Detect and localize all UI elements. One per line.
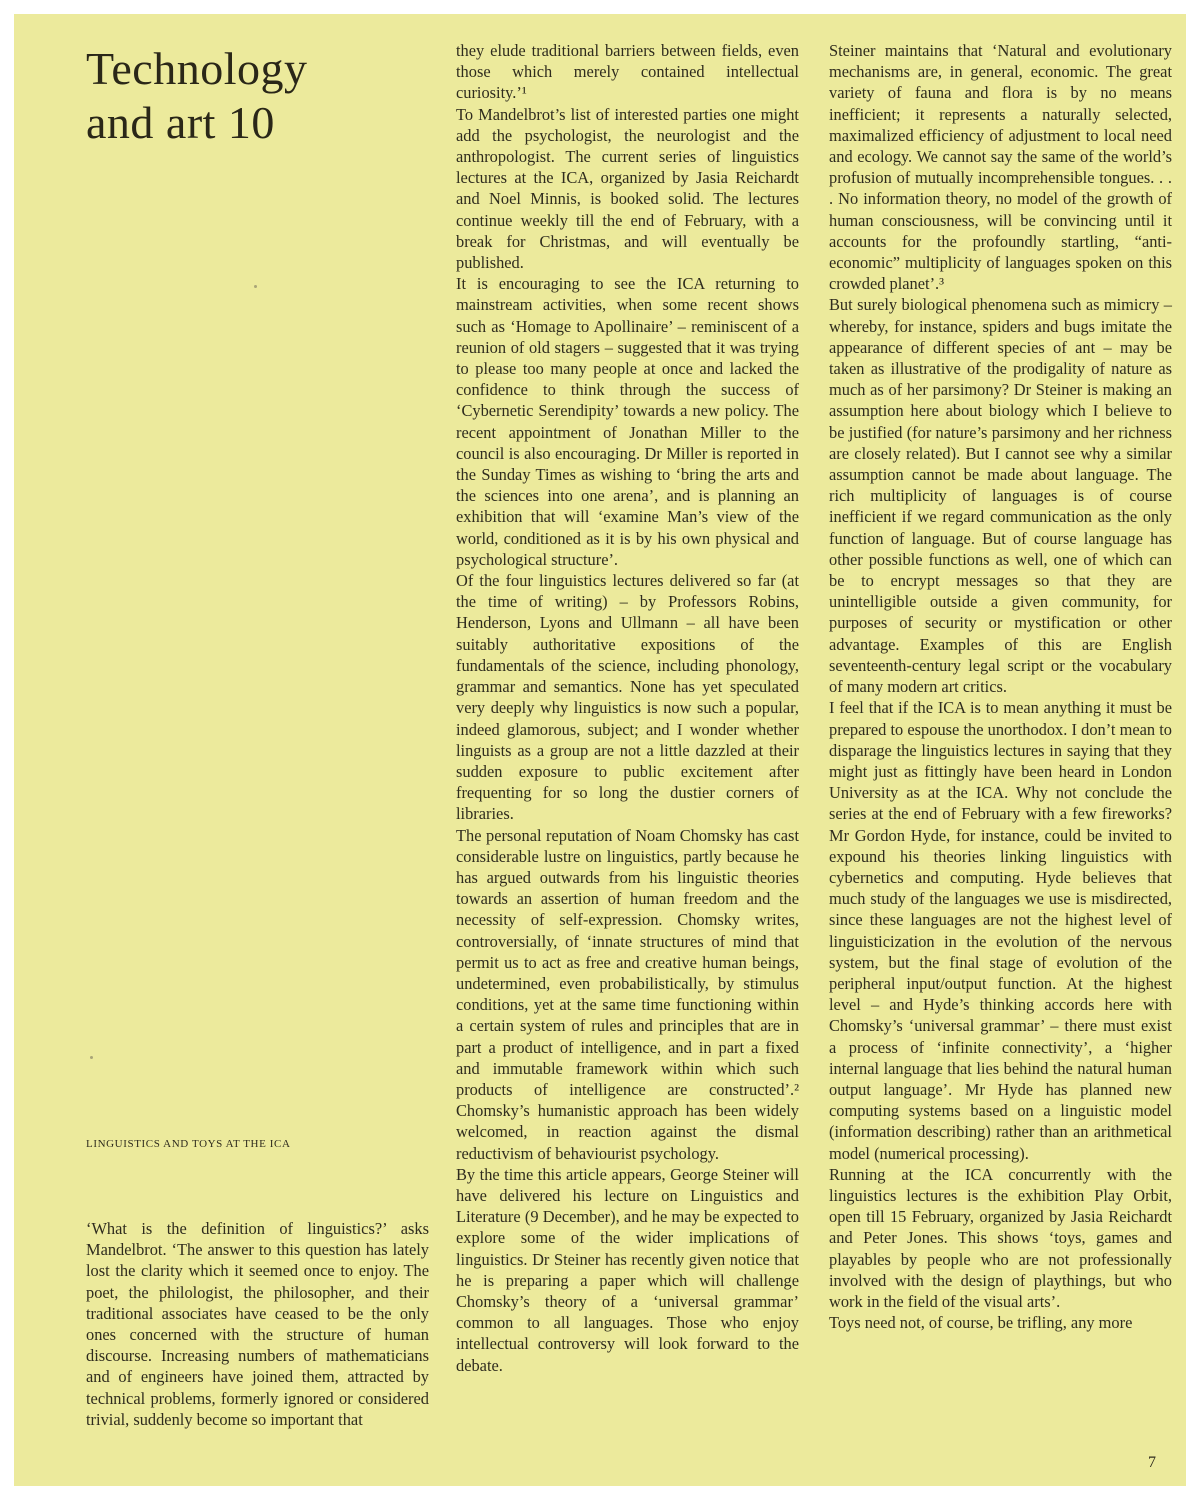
paragraph: Running at the ICA concurrently with the linguistics lectures is the exhibition Play Orbit, open till 15 February, organized by Jasia Reichardt and Peter Jones. This shows ‘toys, games and playables by people who are not professionally involved with the design of playthings, but who work in the field of the visual arts’.	[829, 1164, 1172, 1311]
page-number: 7	[1148, 1454, 1156, 1471]
paragraph: To Mandelbrot’s list of interested parties one might add the psychologist, the neurologist and the anthropologist. The current series of linguistics lectures at the ICA, organized by Jasia Reichardt and Noel Minnis, is booked solid. The lectures continue weekly till the end of February, with a break for Christmas, and will eventually be published.	[456, 104, 799, 273]
column-1	[86, 1218, 429, 1430]
section-label: LINGUISTICS AND TOYS AT THE ICA	[86, 1138, 291, 1150]
paragraph: The personal reputation of Noam Chomsky has cast considerable lustre on linguistics, partly because he has argued outwards from his linguistic theories towards an assertion of human freedom and the necessity of self-expression. Chomsky writes, controversially, of ‘innate structures of mind that permit us to act as free and creative human beings, undetermined, even probabilistically, by stimulus conditions, yet at the same time functioning within a certain system of rules and principles that are in part a product of intelligence, and in part a fixed and immutable framework within which such products of intelligence are constructed’.² Chomsky’s humanistic approach has been widely welcomed, in reaction against the dismal reductivism of behaviourist psychology.	[456, 825, 799, 1163]
paper-speck	[90, 1056, 93, 1059]
title-line-1: Technology	[86, 43, 308, 94]
article-title	[86, 42, 386, 150]
title-line-2: and art 10	[86, 97, 275, 148]
paragraph: I feel that if the ICA is to mean anything it must be prepared to espouse the unorthodox. I don’t mean to disparage the linguistics lectures in saying that they might just as fittingly have been heard in London University as at the ICA. Why not conclude the series at the end of February with a few fireworks? Mr Gordon Hyde, for instance, could be invited to expound his theories linking linguistics with cybernetics and computing. Hyde believes that much study of the languages we use is misdirected, since these languages are not the highest level of linguisticization in the evolution of the nervous system, but the final stage of evolution of the peripheral input/output function. At the highest level – and Hyde’s thinking accords here with Chomsky’s ‘universal grammar’ – there must exist a process of ‘infinite connectivity’, a ‘higher internal language that lies behind the natural human output language’. Mr Hyde has planned new computing systems based on a linguistic model (information describing) rather than an arithmetical model (numerical processing).	[829, 698, 1172, 1163]
paragraph: Toys need not, of course, be trifling, any more	[829, 1313, 1133, 1333]
paragraph: Of the four linguistics lectures delivered so far (at the time of writing) – by Professors Robins, Henderson, Lyons and Ullmann – all have been suitably authoritative expositions of the fundamentals of the science, including phonology, grammar and semantics. None has yet speculated very deeply why linguistics is now such a popular, indeed glamorous, subject; and I wonder whether linguists as a group are not a little dazzled at their sudden exposure to public excitement after frequenting for so long the dustier corners of libraries.	[456, 571, 799, 824]
column-3	[829, 40, 1172, 1333]
column-2	[456, 40, 799, 1376]
paragraph: they elude traditional barriers between fields, even those which merely contained intellectual curiosity.’¹	[456, 41, 799, 103]
paragraph: ‘What is the definition of linguistics?’ asks Mandelbrot. ‘The answer to this question has lately lost the clarity which it seemed once to enjoy. The poet, the philologist, the philosopher, and their traditional associates have ceased to be the only ones concerned with the structure of human discourse. Increasing numbers of mathematicians and of engineers have joined them, attracted by technical problems, formerly ignored or considered trivial, suddenly become so important that	[86, 1219, 429, 1429]
paper-speck	[254, 285, 257, 288]
paragraph: Steiner maintains that ‘Natural and evolutionary mechanisms are, in general, economic. The great variety of fauna and flora is by no means inefficient; it represents a naturally selected, maximalized efficiency of adjustment to local need and ecology. We cannot say the same of the world’s profusion of mutually incomprehensible tongues. . . . No information theory, no model of the growth of human consciousness, will be convincing until it accounts for the profoundly startling, “anti-economic” multiplicity of languages spoken on this crowded planet’.³	[829, 41, 1172, 294]
paragraph: It is encouraging to see the ICA returning to mainstream activities, when some recent shows such as ‘Homage to Apollinaire’ – reminiscent of a reunion of old stagers – suggested that it was trying to please too many people at once and lacked the confidence to think through the success of ‘Cybernetic Serendipity’ towards a new policy. The recent appointment of Jonathan Miller to the council is also encouraging. Dr Miller is reported in the Sunday Times as wishing to ‘bring the arts and the sciences into one arena’, and is planning an exhibition that will ‘examine Man’s view of the world, conditioned as it is by his own physical and psychological structure’.	[456, 274, 799, 569]
paragraph: By the time this article appears, George Steiner will have delivered his lecture on Linguistics and Literature (9 December), and he may be expected to explore some of the wider implications of linguistics. Dr Steiner has recently given notice that he is preparing a paper which will challenge Chomsky’s theory of a ‘universal grammar’ common to all languages. Those who enjoy intellectual controversy will look forward to the debate.	[456, 1164, 799, 1375]
paragraph: But surely biological phenomena such as mimicry – whereby, for instance, spiders and bugs imitate the appearance of different species of ant – may be taken as illustrative of the prodigality of nature as much as of her parsimony? Dr Steiner is making an assumption here about biology which I believe to be justified (for nature’s parsimony and her richness are closely related). But I cannot see why a similar assumption cannot be made about language. The rich multiplicity of languages is of course inefficient if we regard communication as the only function of language. But of course language has other possible functions as well, one of which can be to encrypt messages so that they are unintelligible outside a given community, for purposes of security or mystification or other advantage. Examples of this are English seventeenth-century legal script or the vocabulary of many modern art critics.	[829, 295, 1172, 697]
magazine-page	[14, 14, 1186, 1486]
